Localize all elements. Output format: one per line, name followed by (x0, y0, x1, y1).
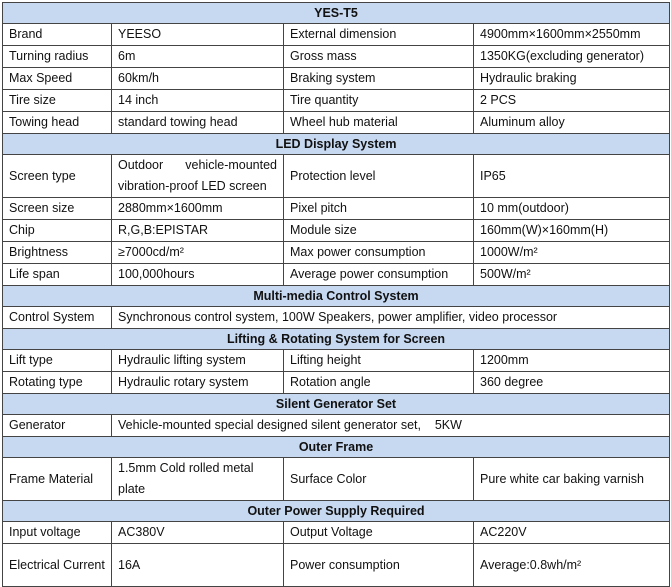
module-size-label: Module size (284, 220, 474, 242)
rotation-angle-label: Rotation angle (284, 372, 474, 394)
rotating-type-label: Rotating type (3, 372, 112, 394)
screen-size-value: 2880mm×1600mm (112, 198, 284, 220)
external-dimension-value: 4900mm×1600mm×2550mm (474, 24, 670, 46)
brightness-label: Brightness (3, 242, 112, 264)
life-span-value: 100,000hours (112, 264, 284, 286)
power-consumption-label: Power consumption (284, 544, 474, 587)
turning-radius-label: Turning radius (3, 46, 112, 68)
section-header (3, 437, 670, 458)
table-row (3, 242, 670, 264)
generator-section-title: Silent Generator Set (3, 394, 670, 415)
screen-type-value: Outdoor vehicle-mounted vibration-proof LED screen (112, 155, 284, 198)
table-row (3, 522, 670, 544)
section-header (3, 329, 670, 350)
wheel-hub-label: Wheel hub material (284, 112, 474, 134)
tire-quantity-value: 2 PCS (474, 90, 670, 112)
rotation-angle-value: 360 degree (474, 372, 670, 394)
title-row (3, 3, 670, 24)
frame-material-label: Frame Material (3, 458, 112, 501)
table-title: YES-T5 (3, 3, 670, 24)
electrical-current-label: Electrical Current (3, 544, 112, 587)
wheel-hub-value: Aluminum alloy (474, 112, 670, 134)
output-voltage-label: Output Voltage (284, 522, 474, 544)
input-voltage-label: Input voltage (3, 522, 112, 544)
led-section-title: LED Display System (3, 134, 670, 155)
frame-material-value: 1.5mm Cold rolled metal plate (112, 458, 284, 501)
table-row (3, 198, 670, 220)
section-header (3, 286, 670, 307)
generator-label: Generator (3, 415, 112, 437)
towing-head-label: Towing head (3, 112, 112, 134)
tire-size-value: 14 inch (112, 90, 284, 112)
output-voltage-value: AC220V (474, 522, 670, 544)
table-row (3, 112, 670, 134)
brand-label: Brand (3, 24, 112, 46)
tire-size-label: Tire size (3, 90, 112, 112)
lifting-section-title: Lifting & Rotating System for Screen (3, 329, 670, 350)
section-header (3, 134, 670, 155)
table-row (3, 90, 670, 112)
module-size-value: 160mm(W)×160mm(H) (474, 220, 670, 242)
chip-value: R,G,B:EPISTAR (112, 220, 284, 242)
control-system-label: Control System (3, 307, 112, 329)
input-voltage-value: AC380V (112, 522, 284, 544)
table-row (3, 264, 670, 286)
section-header (3, 501, 670, 522)
protection-level-label: Protection level (284, 155, 474, 198)
max-power-value: 1000W/m² (474, 242, 670, 264)
table-row (3, 350, 670, 372)
chip-label: Chip (3, 220, 112, 242)
protection-level-value: IP65 (474, 155, 670, 198)
table-row (3, 415, 670, 437)
pixel-pitch-value: 10 mm(outdoor) (474, 198, 670, 220)
external-dimension-label: External dimension (284, 24, 474, 46)
turning-radius-value: 6m (112, 46, 284, 68)
table-row (3, 458, 670, 501)
table-row (3, 68, 670, 90)
table-row (3, 307, 670, 329)
avg-power-value: 500W/m² (474, 264, 670, 286)
max-speed-label: Max Speed (3, 68, 112, 90)
avg-power-label: Average power consumption (284, 264, 474, 286)
brand-value: YEESO (112, 24, 284, 46)
table-row (3, 155, 670, 198)
tire-quantity-label: Tire quantity (284, 90, 474, 112)
generator-value: Vehicle-mounted special designed silent generator set, 5KW (112, 415, 670, 437)
lifting-height-label: Lifting height (284, 350, 474, 372)
electrical-current-value: 16A (112, 544, 284, 587)
gross-mass-value: 1350KG(excluding generator) (474, 46, 670, 68)
table-row (3, 544, 670, 587)
lift-type-value: Hydraulic lifting system (112, 350, 284, 372)
max-speed-value: 60km/h (112, 68, 284, 90)
life-span-label: Life span (3, 264, 112, 286)
section-header (3, 394, 670, 415)
towing-head-value: standard towing head (112, 112, 284, 134)
surface-color-label: Surface Color (284, 458, 474, 501)
table-row (3, 372, 670, 394)
max-power-label: Max power consumption (284, 242, 474, 264)
gross-mass-label: Gross mass (284, 46, 474, 68)
multimedia-section-title: Multi-media Control System (3, 286, 670, 307)
control-system-value: Synchronous control system, 100W Speakers, power amplifier, video processor (112, 307, 670, 329)
brightness-value: ≥7000cd/m² (112, 242, 284, 264)
braking-system-label: Braking system (284, 68, 474, 90)
surface-color-value: Pure white car baking varnish (474, 458, 670, 501)
lifting-height-value: 1200mm (474, 350, 670, 372)
power-section-title: Outer Power Supply Required (3, 501, 670, 522)
screen-type-label: Screen type (3, 155, 112, 198)
power-consumption-value: Average:0.8wh/m² (474, 544, 670, 587)
frame-section-title: Outer Frame (3, 437, 670, 458)
braking-system-value: Hydraulic braking (474, 68, 670, 90)
spec-table (2, 2, 670, 587)
rotating-type-value: Hydraulic rotary system (112, 372, 284, 394)
table-row (3, 220, 670, 242)
lift-type-label: Lift type (3, 350, 112, 372)
table-row (3, 46, 670, 68)
pixel-pitch-label: Pixel pitch (284, 198, 474, 220)
table-row (3, 24, 670, 46)
screen-size-label: Screen size (3, 198, 112, 220)
